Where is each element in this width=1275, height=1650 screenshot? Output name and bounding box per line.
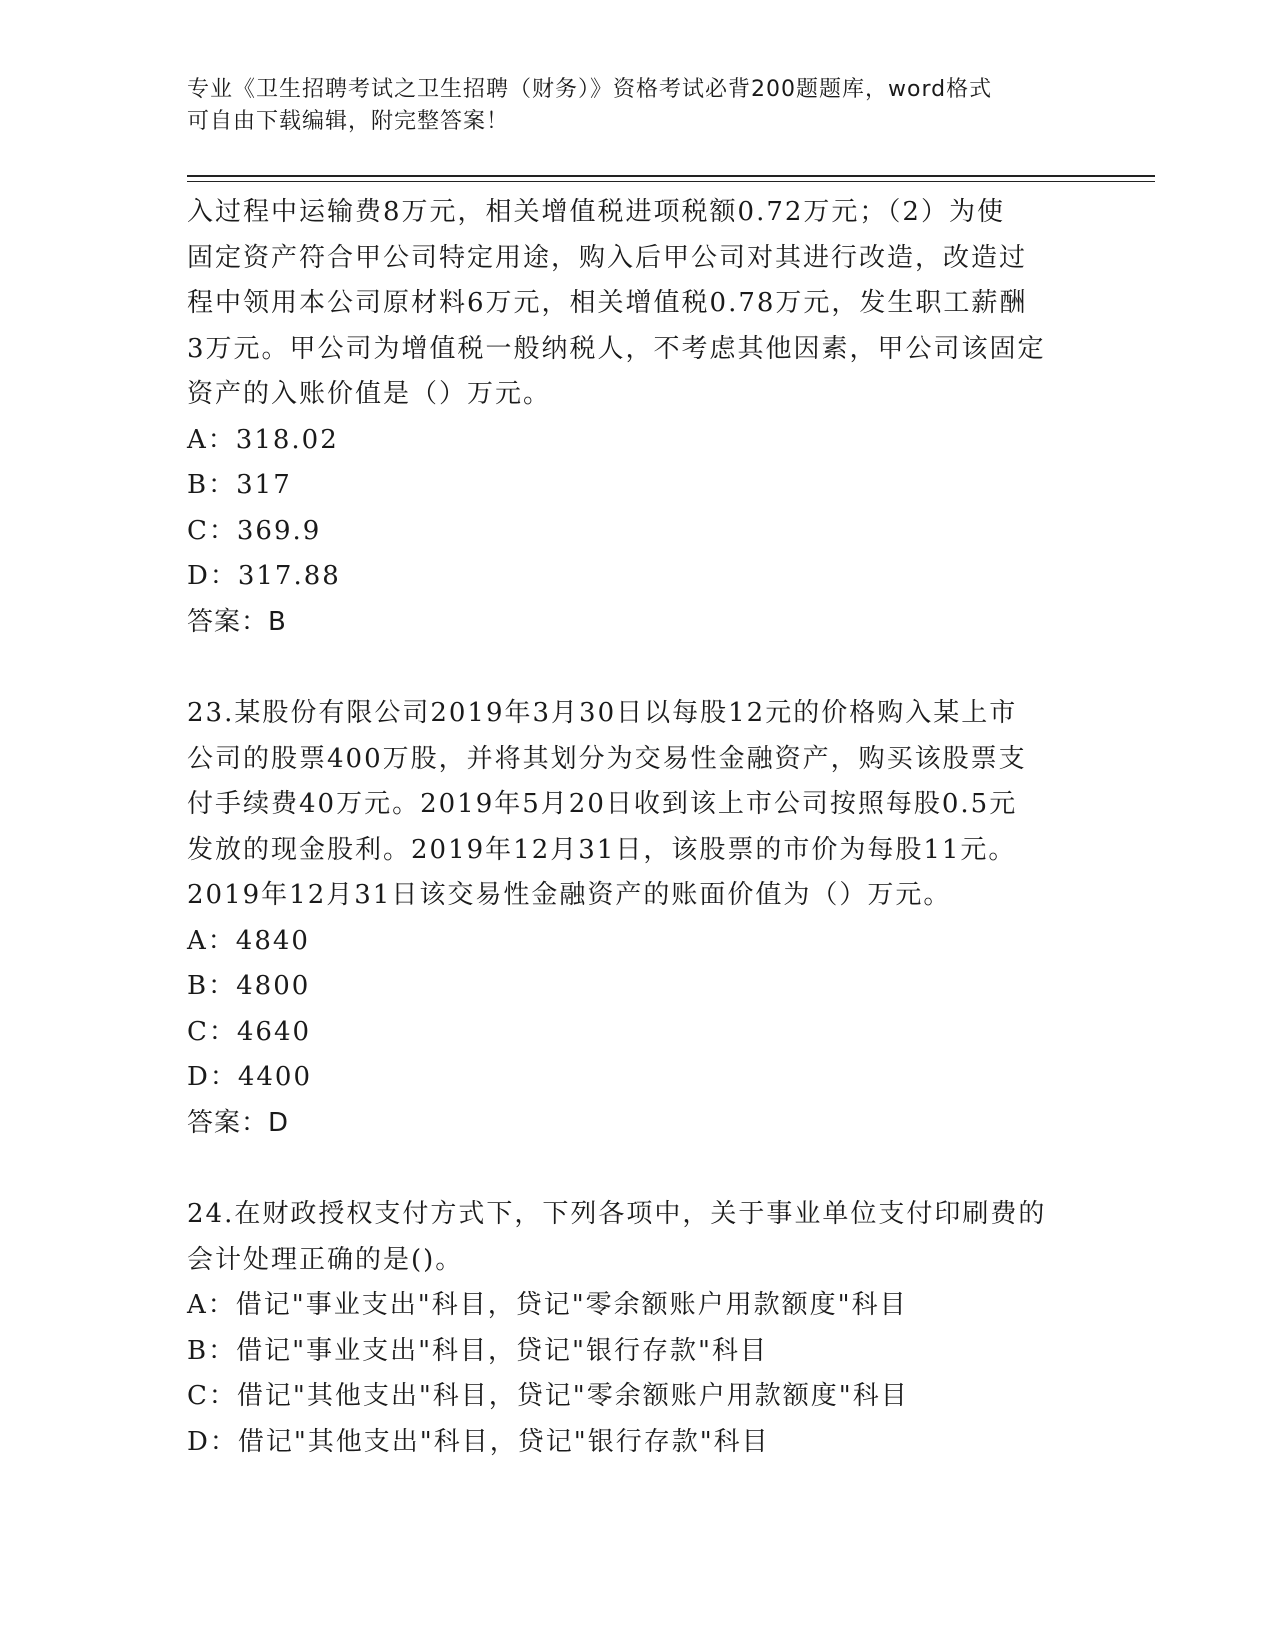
option-b: B：4800 [187,971,311,1001]
question-text-line: 3万元。甲公司为增值税一般纳税人，不考虑其他因素，甲公司该固定 [187,333,1046,364]
header-divider-thick [187,175,1155,177]
option-d: D：借记"其他支出"科目，贷记"银行存款"科目 [187,1426,770,1457]
question-text-line: 资产的入账价值是（）万元。 [187,379,552,409]
page-header [187,74,1087,138]
question-text-line: 固定资产符合甲公司特定用途，购入后甲公司对其进行改造，改造过 [187,242,1028,273]
option-a: A：318.02 [187,424,339,455]
question-24 [187,1192,1087,1465]
option-c: C：369.9 [187,515,322,546]
option-a: A：4840 [187,925,310,956]
header-title-line-2: 可自由下载编辑，附完整答案！ [187,109,510,134]
header-divider-thin [187,181,1155,182]
question-text-line: 会计处理正确的是()。 [187,1244,464,1275]
question-text-line: 付手续费40万元。2019年5月20日收到该上市公司按照每股0.5元 [187,789,1018,819]
answer-label: 答案：B [187,606,287,637]
question-23 [187,691,1087,1146]
question-text-line: 入过程中运输费8万元，相关增值税进项税额0.72万元；（2）为使 [187,197,1005,227]
question-text-line: 24.在财政授权支付方式下，下列各项中，关于事业单位支付印刷费的 [187,1199,1047,1229]
header-title-line-1: 专业《卫生招聘考试之卫生招聘（财务）》资格考试必背200题题库，word格式 [187,77,993,102]
option-c: C：借记"其他支出"科目，贷记"零余额账户用款额度"科目 [187,1381,909,1411]
question-spacer [187,645,1087,691]
question-text-line: 23.某股份有限公司2019年3月30日以每股12元的价格购入某上市 [187,698,1018,728]
question-text-line: 公司的股票400万股，并将其划分为交易性金融资产，购买该股票支 [187,743,1027,774]
question-content [187,190,1087,1465]
question-22 [187,190,1087,645]
question-text-line: 2019年12月31日该交易性金融资产的账面价值为（）万元。 [187,880,952,910]
answer-label: 答案：D [187,1107,290,1138]
question-spacer [187,1146,1087,1192]
question-text-line: 程中领用本公司原材料6万元，相关增值税0.78万元，发生职工薪酬 [187,288,1028,318]
option-a: A：借记"事业支出"科目，贷记"零余额账户用款额度"科目 [187,1290,908,1320]
option-d: D：317.88 [187,561,341,591]
option-b: B：借记"事业支出"科目，贷记"银行存款"科目 [187,1335,768,1366]
question-text-line: 发放的现金股利。2019年12月31日，该股票的市价为每股11元。 [187,834,1017,865]
option-d: D：4400 [187,1062,313,1092]
option-c: C：4640 [187,1016,312,1047]
option-b: B：317 [187,470,292,500]
